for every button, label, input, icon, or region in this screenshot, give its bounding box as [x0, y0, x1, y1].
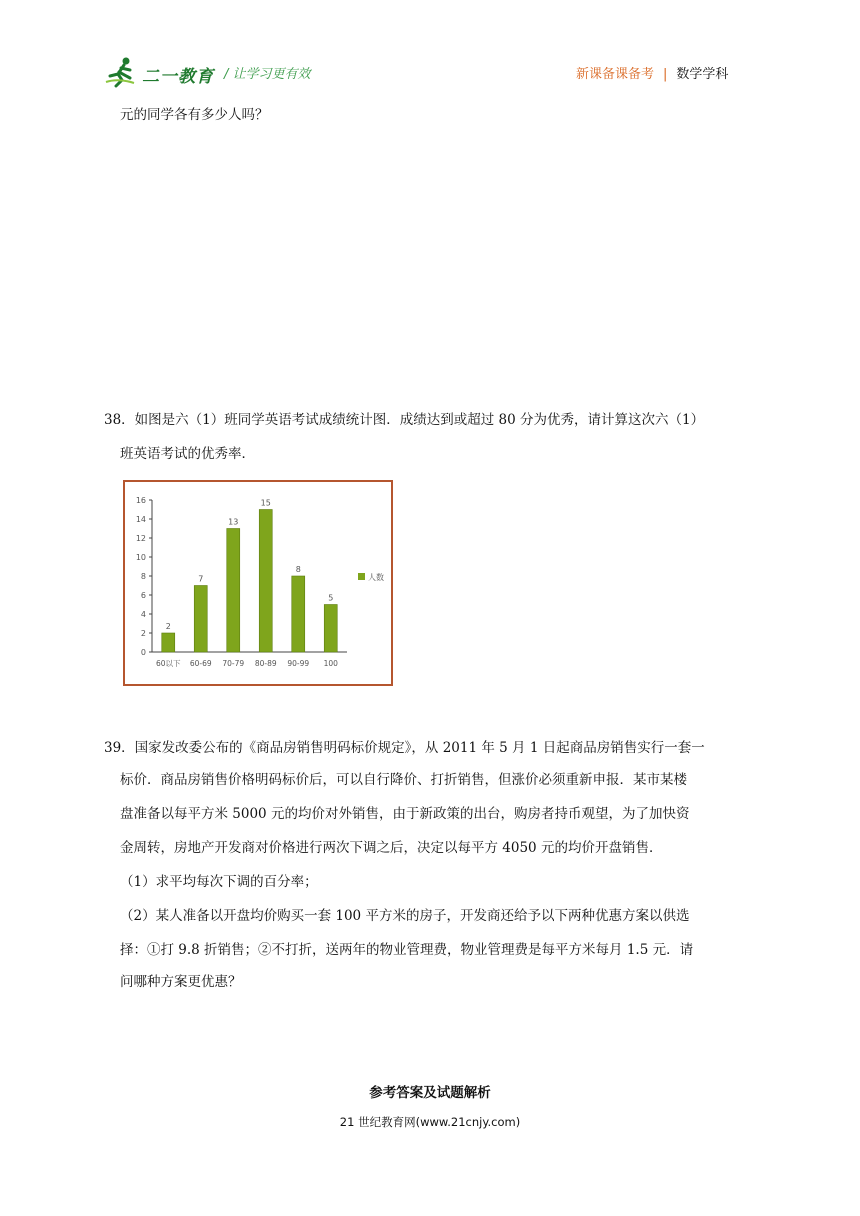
category-label-1: 60-69: [189, 659, 212, 668]
question-39-line-5: （1）求平均每次下调的百分率；: [120, 874, 318, 890]
question-39-line-1: 39．国家发改委公布的《商品房销售明码标价规定》，从 2011 年 5 月 1 日起商品房销售实行一套一: [104, 740, 705, 756]
category-label-4: 90-99: [287, 659, 310, 668]
y-tick-label: 8: [140, 572, 146, 581]
question-39-line-7: 择：①打 9.8 折销售；②不打折，送两年的物业管理费，物业管理费是每平方米每月 1.5 元．请: [120, 942, 694, 958]
data-label-4: 8: [295, 565, 301, 574]
question-39-line-2: 标价．商品房销售价格明码标价后，可以自行降价、打折销售，但涨价必须重新申报．某市某楼: [120, 772, 687, 788]
legend-label: 人数: [368, 573, 384, 582]
bar-5: [324, 605, 337, 653]
data-label-1: 7: [198, 574, 204, 584]
footer-text: 21 世纪教育网(www.21cnjy.com): [339, 1115, 521, 1129]
y-tick-label: 16: [135, 496, 146, 505]
y-tick-label: 12: [135, 534, 146, 543]
header-separator: |: [663, 67, 668, 82]
header-course: 新课备课备考: [576, 67, 655, 82]
y-tick-label: 2: [140, 629, 146, 638]
question-38-line-1: 38．如图是六（1）班同学英语考试成绩统计图．成绩达到或超过 80 分为优秀，请计算这次六（1）: [104, 412, 705, 428]
bar-3: [259, 510, 272, 653]
y-tick-label: 4: [140, 610, 146, 619]
slogan: / 让学习更有效: [224, 67, 311, 82]
category-label-3: 80-89: [254, 659, 277, 668]
question-39-line-4: 金周转，房地产开发商对价格进行两次下调之后，决定以每平方 4050 元的均价开盘销售．: [120, 840, 663, 856]
question-39-line-3: 盘准备以每平方米 5000 元的均价对外销售，由于新政策的出台，购房者持币观望，为了加快资: [120, 806, 690, 822]
data-label-2: 13: [228, 517, 239, 527]
y-tick-label: 0: [140, 648, 146, 657]
data-label-0: 2: [165, 622, 171, 631]
question-38-line-2: 班英语考试的优秀率．: [120, 446, 255, 462]
answers-title: 参考答案及试题解析: [369, 1085, 491, 1101]
y-tick-label: 6: [140, 591, 146, 600]
chart-svg: [125, 482, 391, 684]
score-bar-chart: [123, 480, 393, 686]
question-39-line-8: 问哪种方案更优惠？: [120, 974, 242, 990]
header-right: [576, 63, 728, 82]
data-label-3: 15: [260, 498, 271, 508]
category-label-5: 100: [323, 659, 338, 668]
question-39-line-6: （2）某人准备以开盘均价购买一套 100 平方米的房子，开发商还给予以下两种优惠方案以供选: [120, 908, 690, 924]
logo-text: 二一教育: [142, 67, 214, 87]
y-tick-label: 10: [135, 553, 146, 562]
legend-swatch: [358, 573, 365, 580]
data-label-5: 5: [328, 593, 334, 603]
runner-icon: [104, 56, 140, 88]
bar-0: [162, 633, 175, 652]
bar-4: [292, 576, 305, 652]
bar-2: [227, 529, 240, 653]
bar-1: [194, 586, 207, 653]
category-label-0: 60以下: [155, 659, 181, 668]
previous-question-tail: 元的同学各有多少人吗？: [120, 107, 269, 123]
y-tick-label: 14: [135, 515, 146, 524]
header-subject: 数学学科: [676, 67, 729, 82]
logo: [104, 56, 212, 90]
category-label-2: 70-79: [222, 659, 245, 668]
